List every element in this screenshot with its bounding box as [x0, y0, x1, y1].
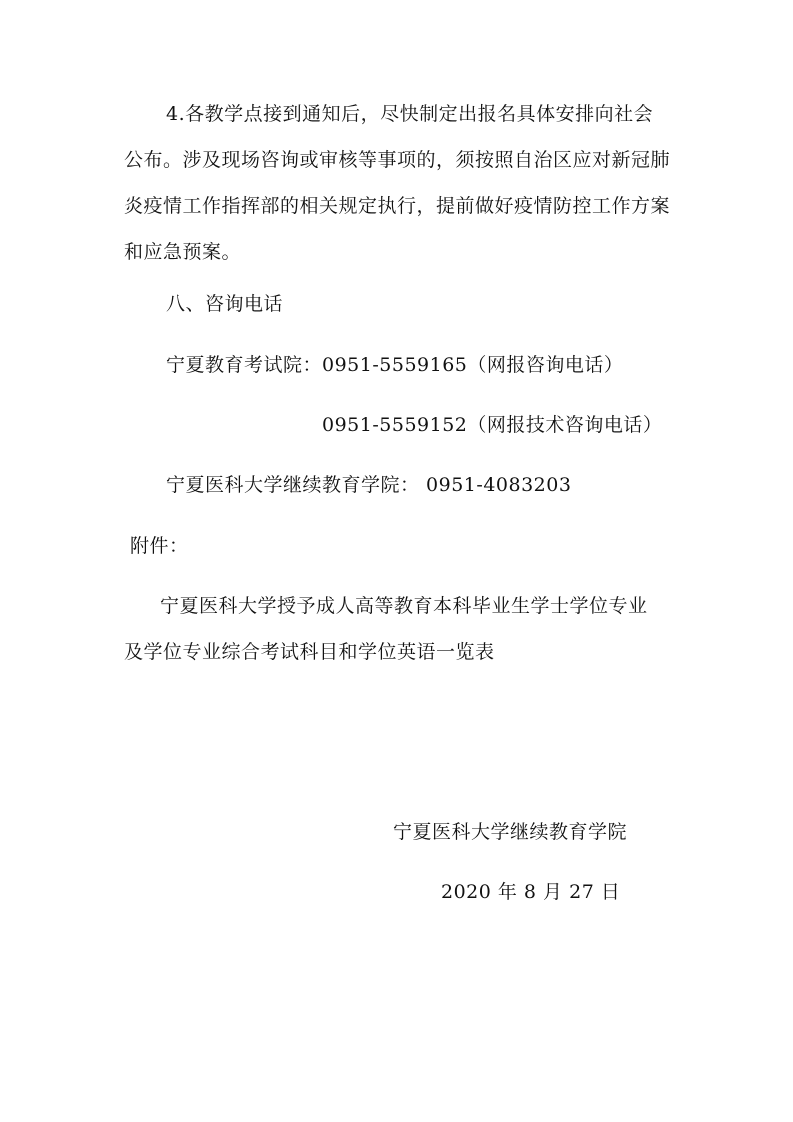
contact-exam-institute-tech: 0951-5559152（网报技术咨询电话）	[322, 414, 663, 436]
attachment-label: 附件：	[130, 535, 189, 557]
paragraph-line: 公布。涉及现场咨询或审核等事项的，须按照自治区应对新冠肺	[124, 149, 671, 171]
signature-org: 宁夏医科大学继续教育学院	[393, 821, 628, 843]
paragraph-line: 4.各教学点接到通知后，尽快制定出报名具体安排向社会	[166, 103, 654, 125]
paragraph-line: 和应急预案。	[124, 241, 242, 263]
paragraph-item-4	[124, 102, 672, 264]
contact-exam-institute: 宁夏教育考试院：0951-5559165（网报咨询电话）	[166, 354, 624, 376]
signature-date: 2020 年 8 月 27 日	[441, 881, 621, 903]
section-heading-consult-phone: 八、咨询电话	[166, 293, 284, 315]
contact-continuing-education: 宁夏医科大学继续教育学院： 0951-4083203	[166, 474, 572, 496]
paragraph-line: 炎疫情工作指挥部的相关规定执行，提前做好疫情防控工作方案	[124, 195, 671, 217]
attachment-line: 宁夏医科大学授予成人高等教育本科毕业生学士学位专业	[160, 595, 648, 617]
attachment-title	[124, 594, 672, 664]
attachment-line: 及学位专业综合考试科目和学位英语一览表	[124, 641, 495, 663]
